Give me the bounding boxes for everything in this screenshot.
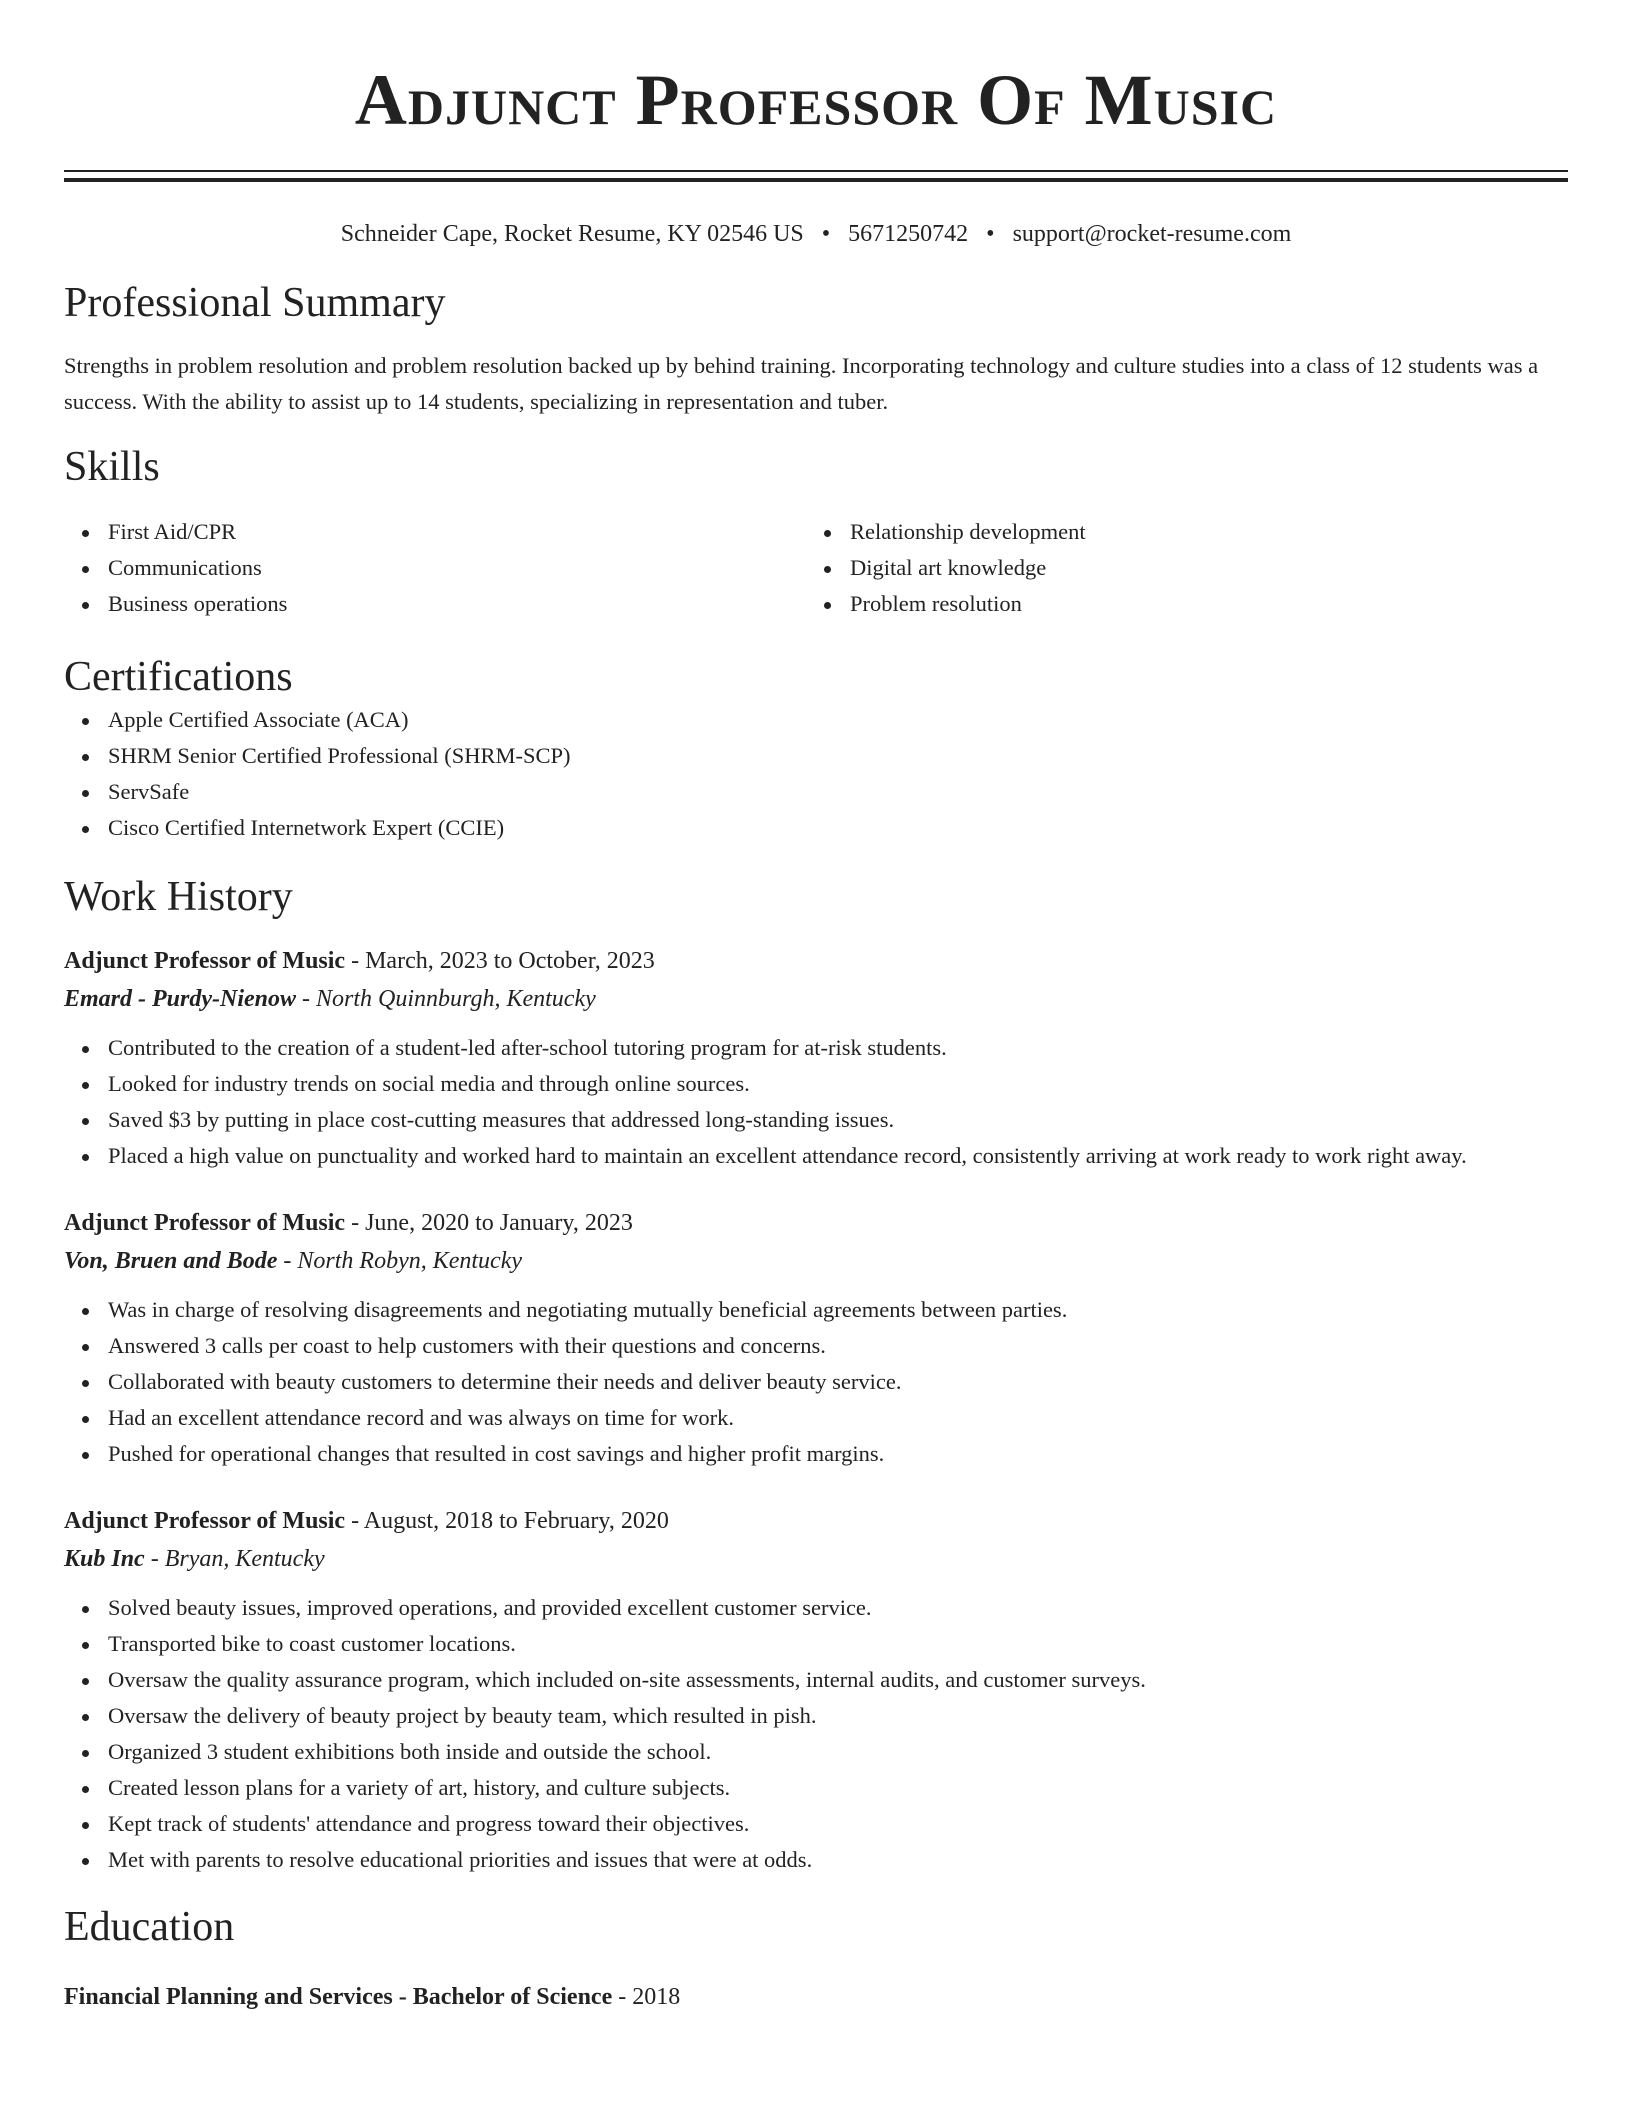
- title-rule-top: [64, 170, 1568, 172]
- skill-item: First Aid/CPR: [108, 514, 806, 550]
- job-company: Kub Inc: [64, 1546, 145, 1572]
- job-bullet: Created lesson plans for a variety of art, history, and culture subjects.: [108, 1770, 1568, 1806]
- job-employer: [64, 1242, 1568, 1280]
- job-bullet: Met with parents to resolve educational priorities and issues that were at odds.: [108, 1842, 1568, 1878]
- summary-text: Strengths in problem resolution and problem resolution backed up by behind training. Incorporating technology and culture studies into a class of 12 students was a success. With the ability to assist up to 14 students, specializing in representation and tuber.: [64, 353, 1539, 414]
- work-history-heading: Work History: [64, 874, 293, 920]
- education-entry: [64, 1978, 1568, 2016]
- skills-columns: [64, 514, 1568, 622]
- job-bullets: [64, 1030, 1568, 1174]
- job-employer: [64, 1540, 1568, 1578]
- job-bullets: [64, 1590, 1568, 1878]
- skills-column-left: [64, 514, 806, 622]
- skill-item: Relationship development: [850, 514, 1548, 550]
- skills-list-right: [806, 514, 1548, 622]
- job-location: - Bryan, Kentucky: [144, 1546, 325, 1572]
- education-degree: Financial Planning and Services - Bachelor of Science: [64, 1984, 613, 2010]
- job-location: - North Robyn, Kentucky: [277, 1248, 523, 1274]
- job-header: [64, 1204, 1568, 1242]
- job-dates: - August, 2018 to February, 2020: [345, 1508, 669, 1534]
- skill-item: Business operations: [108, 586, 806, 622]
- job-entry: [64, 1204, 1568, 1472]
- skill-item: Problem resolution: [850, 586, 1548, 622]
- job-company: Von, Bruen and Bode: [64, 1248, 278, 1274]
- education-heading: Education: [64, 1904, 235, 1950]
- job-location: - North Quinnburgh, Kentucky: [296, 986, 596, 1012]
- job-bullet: Kept track of students' attendance and progress toward their objectives.: [108, 1806, 1568, 1842]
- certification-item: Cisco Certified Internetwork Expert (CCIE): [108, 810, 1568, 846]
- certification-item: SHRM Senior Certified Professional (SHRM-SCP): [108, 738, 1568, 774]
- contact-separator: •: [986, 221, 995, 247]
- contact-address: Schneider Cape, Rocket Resume, KY 02546 US: [340, 221, 804, 247]
- job-bullet: Oversaw the delivery of beauty project by beauty team, which resulted in pish.: [108, 1698, 1568, 1734]
- certifications-list: [64, 702, 1568, 846]
- job-bullet: Pushed for operational changes that resulted in cost savings and higher profit margins.: [108, 1436, 1568, 1472]
- contact-line: [64, 218, 1568, 250]
- contact-phone: 5671250742: [848, 221, 969, 247]
- job-company: Emard - Purdy-Nienow: [64, 986, 297, 1012]
- job-bullet: Answered 3 calls per coast to help customers with their questions and concerns.: [108, 1328, 1568, 1364]
- job-dates: - March, 2023 to October, 2023: [345, 948, 655, 974]
- job-bullet: Placed a high value on punctuality and worked hard to maintain an excellent attendance record, consistently arriving at work ready to work right away.: [108, 1138, 1568, 1174]
- summary-heading: Professional Summary: [64, 280, 446, 326]
- job-bullet: Solved beauty issues, improved operations, and provided excellent customer service.: [108, 1590, 1568, 1626]
- skills-list-left: [64, 514, 806, 622]
- job-bullet: Was in charge of resolving disagreements and negotiating mutually beneficial agreements between parties.: [108, 1292, 1568, 1328]
- job-bullets: [64, 1292, 1568, 1472]
- job-bullet: Collaborated with beauty customers to determine their needs and deliver beauty service.: [108, 1364, 1568, 1400]
- job-entry: [64, 1502, 1568, 1878]
- skills-column-right: [806, 514, 1548, 622]
- job-bullet: Contributed to the creation of a student-led after-school tutoring program for at-risk students.: [108, 1030, 1568, 1066]
- job-bullet: Transported bike to coast customer locations.: [108, 1626, 1568, 1662]
- job-dates: - June, 2020 to January, 2023: [345, 1210, 633, 1236]
- contact-email: support@rocket-resume.com: [1012, 221, 1292, 247]
- job-bullet: Looked for industry trends on social media and through online sources.: [108, 1066, 1568, 1102]
- education-year: - 2018: [612, 1984, 681, 2010]
- skill-item: Communications: [108, 550, 806, 586]
- job-title: Adjunct Professor of Music: [64, 1210, 346, 1236]
- contact-separator: •: [821, 221, 831, 247]
- job-header: [64, 1502, 1568, 1540]
- job-header: [64, 942, 1568, 980]
- skill-item: Digital art knowledge: [850, 550, 1548, 586]
- job-bullet: Saved $3 by putting in place cost-cutting measures that addressed long-standing issues.: [108, 1102, 1568, 1138]
- job-entry: [64, 942, 1568, 1174]
- title-rule-bottom: [64, 178, 1568, 182]
- job-employer: [64, 980, 1568, 1018]
- job-bullet: Oversaw the quality assurance program, which included on-site assessments, internal audits, and customer surveys.: [108, 1662, 1568, 1698]
- skills-heading: Skills: [64, 444, 160, 490]
- job-title: Adjunct Professor of Music: [64, 1508, 346, 1534]
- job-title: Adjunct Professor of Music: [64, 948, 346, 974]
- certifications-heading: Certifications: [64, 654, 293, 700]
- resume-title: Adjunct Professor Of Music: [354, 60, 1278, 140]
- job-bullet: Had an excellent attendance record and was always on time for work.: [108, 1400, 1568, 1436]
- certification-item: Apple Certified Associate (ACA): [108, 702, 1568, 738]
- resume-content: [64, 0, 1568, 2016]
- job-bullet: Organized 3 student exhibitions both inside and outside the school.: [108, 1734, 1568, 1770]
- certification-item: ServSafe: [108, 774, 1568, 810]
